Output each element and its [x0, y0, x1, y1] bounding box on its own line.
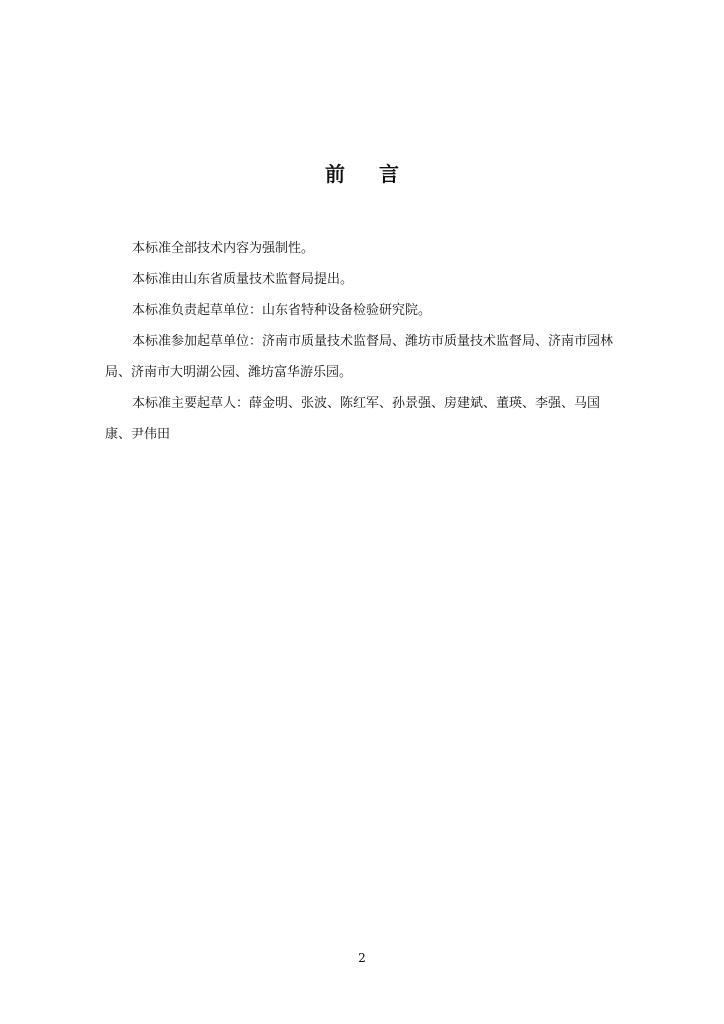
- paragraph-mandatory: 本标准全部技术内容为强制性。: [132, 241, 315, 256]
- title-char-2: 言: [379, 162, 399, 186]
- paragraph-drafting-unit: 本标准负责起草单位：山东省特种设备检验研究院。: [132, 303, 432, 318]
- paragraph-main-drafters: 本标准主要起草人：薛金明、张波、陈红军、孙景强、房建斌、董瑛、李强、马国康、尹伟田: [105, 396, 601, 442]
- title-char-1: 前: [325, 162, 345, 186]
- paragraph-participating-units: 本标准参加起草单位：济南市质量技术监督局、潍坊市质量技术监督局、济南市园林局、济南市大明湖公园、潍坊富华游乐园。: [105, 334, 614, 380]
- document-body: [105, 233, 625, 450]
- page-title: [0, 160, 724, 188]
- paragraph-proposer: 本标准由山东省质量技术监督局提出。: [132, 272, 354, 287]
- page-number: 2: [358, 951, 366, 965]
